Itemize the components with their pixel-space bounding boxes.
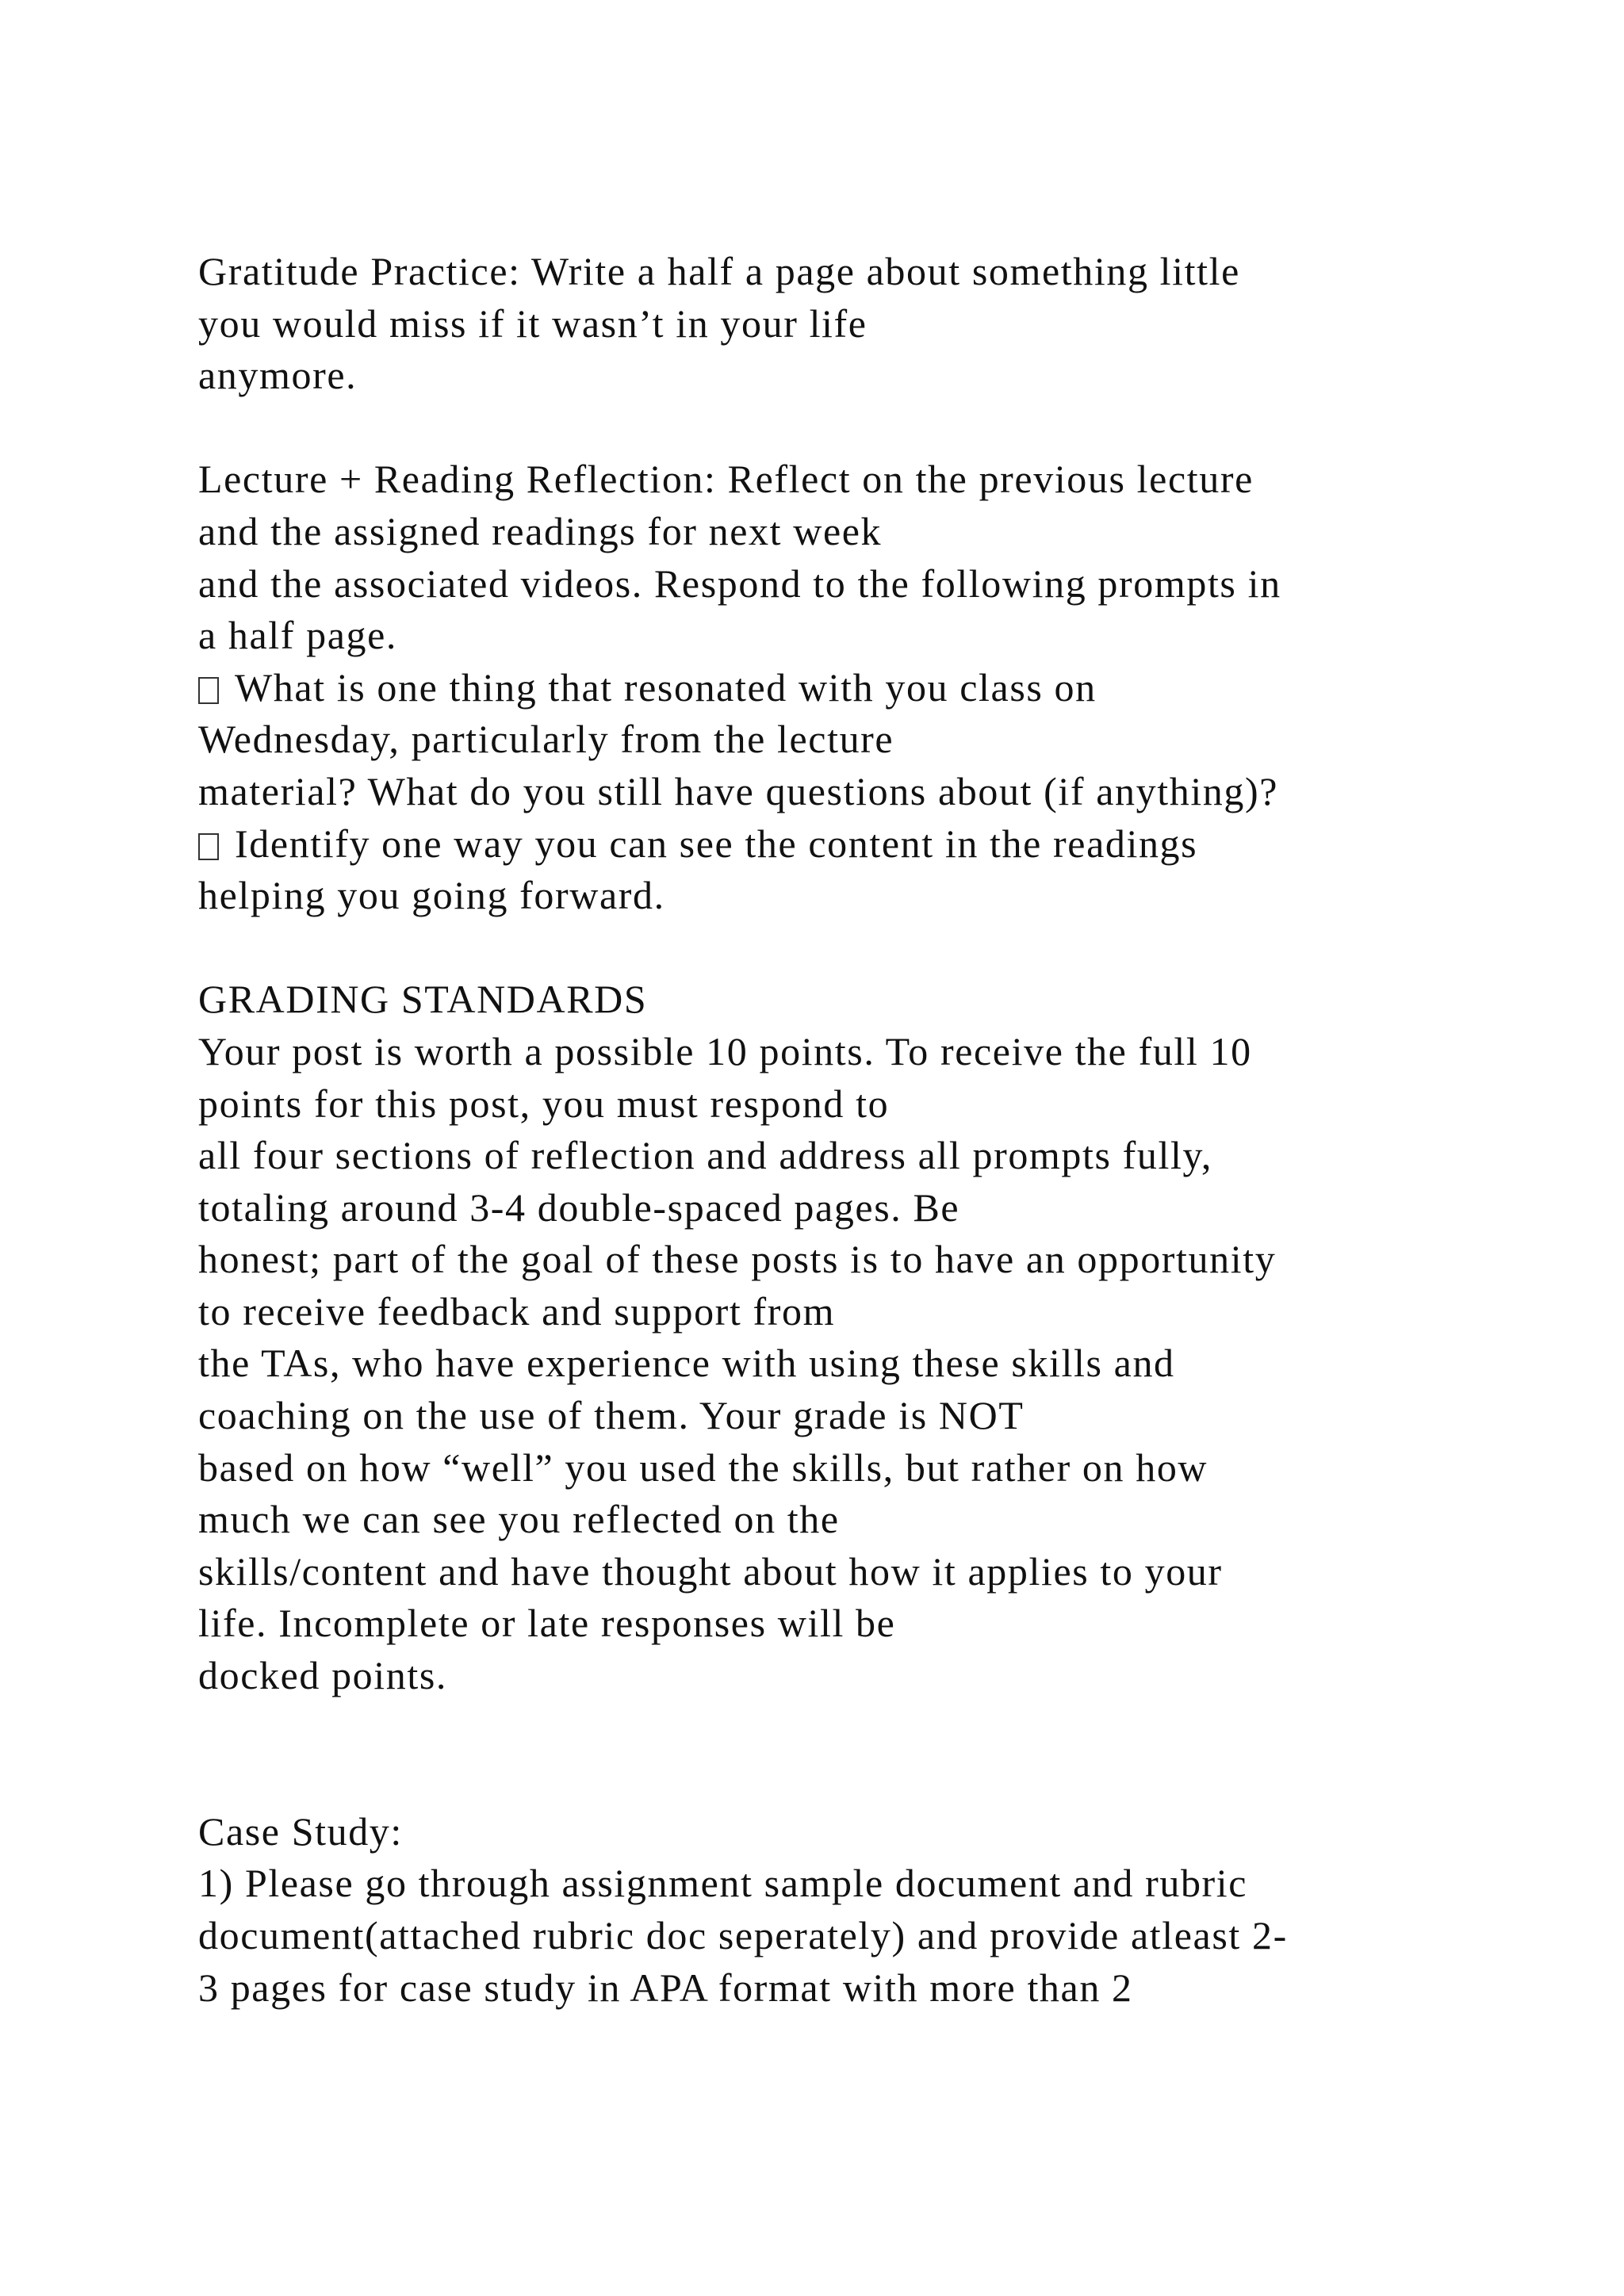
- spacer: [198, 922, 1451, 974]
- text-line: to receive feedback and support from: [198, 1288, 836, 1334]
- text-line: coaching on the use of them. Your grade is NOT: [198, 1393, 1025, 1438]
- text-line: helping you going forward.: [198, 873, 665, 918]
- gratitude-section: [198, 246, 1451, 402]
- text-line: points for this post, you must respond to: [198, 1081, 890, 1126]
- text-line: material? What do you still have questions about (if anything)?: [198, 768, 1279, 813]
- text-line: honest; part of the goal of these posts is to have an opportunity: [198, 1237, 1277, 1282]
- text-line: anymore.: [198, 353, 358, 398]
- text-line: based on how “well” you used the skills, but rather on how: [198, 1445, 1208, 1490]
- text-line: Wednesday, particularly from the lecture: [198, 717, 894, 762]
- bullet-box-icon: [198, 833, 219, 860]
- text-line: and the associated videos. Respond to the following prompts in: [198, 561, 1281, 606]
- text-line: totaling around 3-4 double-spaced pages. Be: [198, 1184, 960, 1230]
- text-line: the TAs, who have experience with using these skills and: [198, 1341, 1175, 1386]
- spacer: [198, 1702, 1451, 1806]
- text-line: Your post is worth a possible 10 points. To receive the full 10: [198, 1028, 1252, 1073]
- bullet-item-resonated: [198, 662, 1451, 714]
- section-heading: GRADING STANDARDS: [198, 977, 648, 1022]
- text-line: life. Incomplete or late responses will be: [198, 1601, 896, 1646]
- text-line: you would miss if it wasn’t in your life: [198, 300, 868, 346]
- text-line: Gratitude Practice: Write a half a page about something little: [198, 249, 1240, 293]
- text-line: Lecture + Reading Reflection: Reflect on the previous lecture: [198, 457, 1254, 502]
- bullet-item-identify: [198, 818, 1451, 871]
- bullet-text: What is one thing that resonated with you class on: [235, 664, 1097, 710]
- text-line: docked points.: [198, 1653, 448, 1698]
- text-line: a half page.: [198, 613, 398, 658]
- spacer: [198, 402, 1451, 454]
- text-line: 1) Please go through assignment sample document and rubric: [198, 1861, 1248, 1906]
- grading-section: [198, 974, 1451, 1701]
- bullet-box-icon: [198, 677, 219, 704]
- text-line: document(attached rubric doc seperately) and provide atleast 2-: [198, 1913, 1288, 1957]
- text-line: and the assigned readings for next week: [198, 508, 883, 553]
- text-line: skills/content and have thought about how it applies to your: [198, 1548, 1223, 1594]
- text-line: much we can see you reflected on the: [198, 1497, 840, 1542]
- text-line: all four sections of reflection and address all prompts fully,: [198, 1133, 1212, 1178]
- reflection-section: [198, 453, 1451, 921]
- case-study-section: [198, 1806, 1451, 2014]
- text-line: 3 pages for case study in APA format with more than 2: [198, 1965, 1133, 2010]
- bullet-text: Identify one way you can see the content in the readings: [235, 821, 1198, 866]
- document-body: [198, 246, 1451, 2014]
- section-heading: Case Study:: [198, 1808, 403, 1854]
